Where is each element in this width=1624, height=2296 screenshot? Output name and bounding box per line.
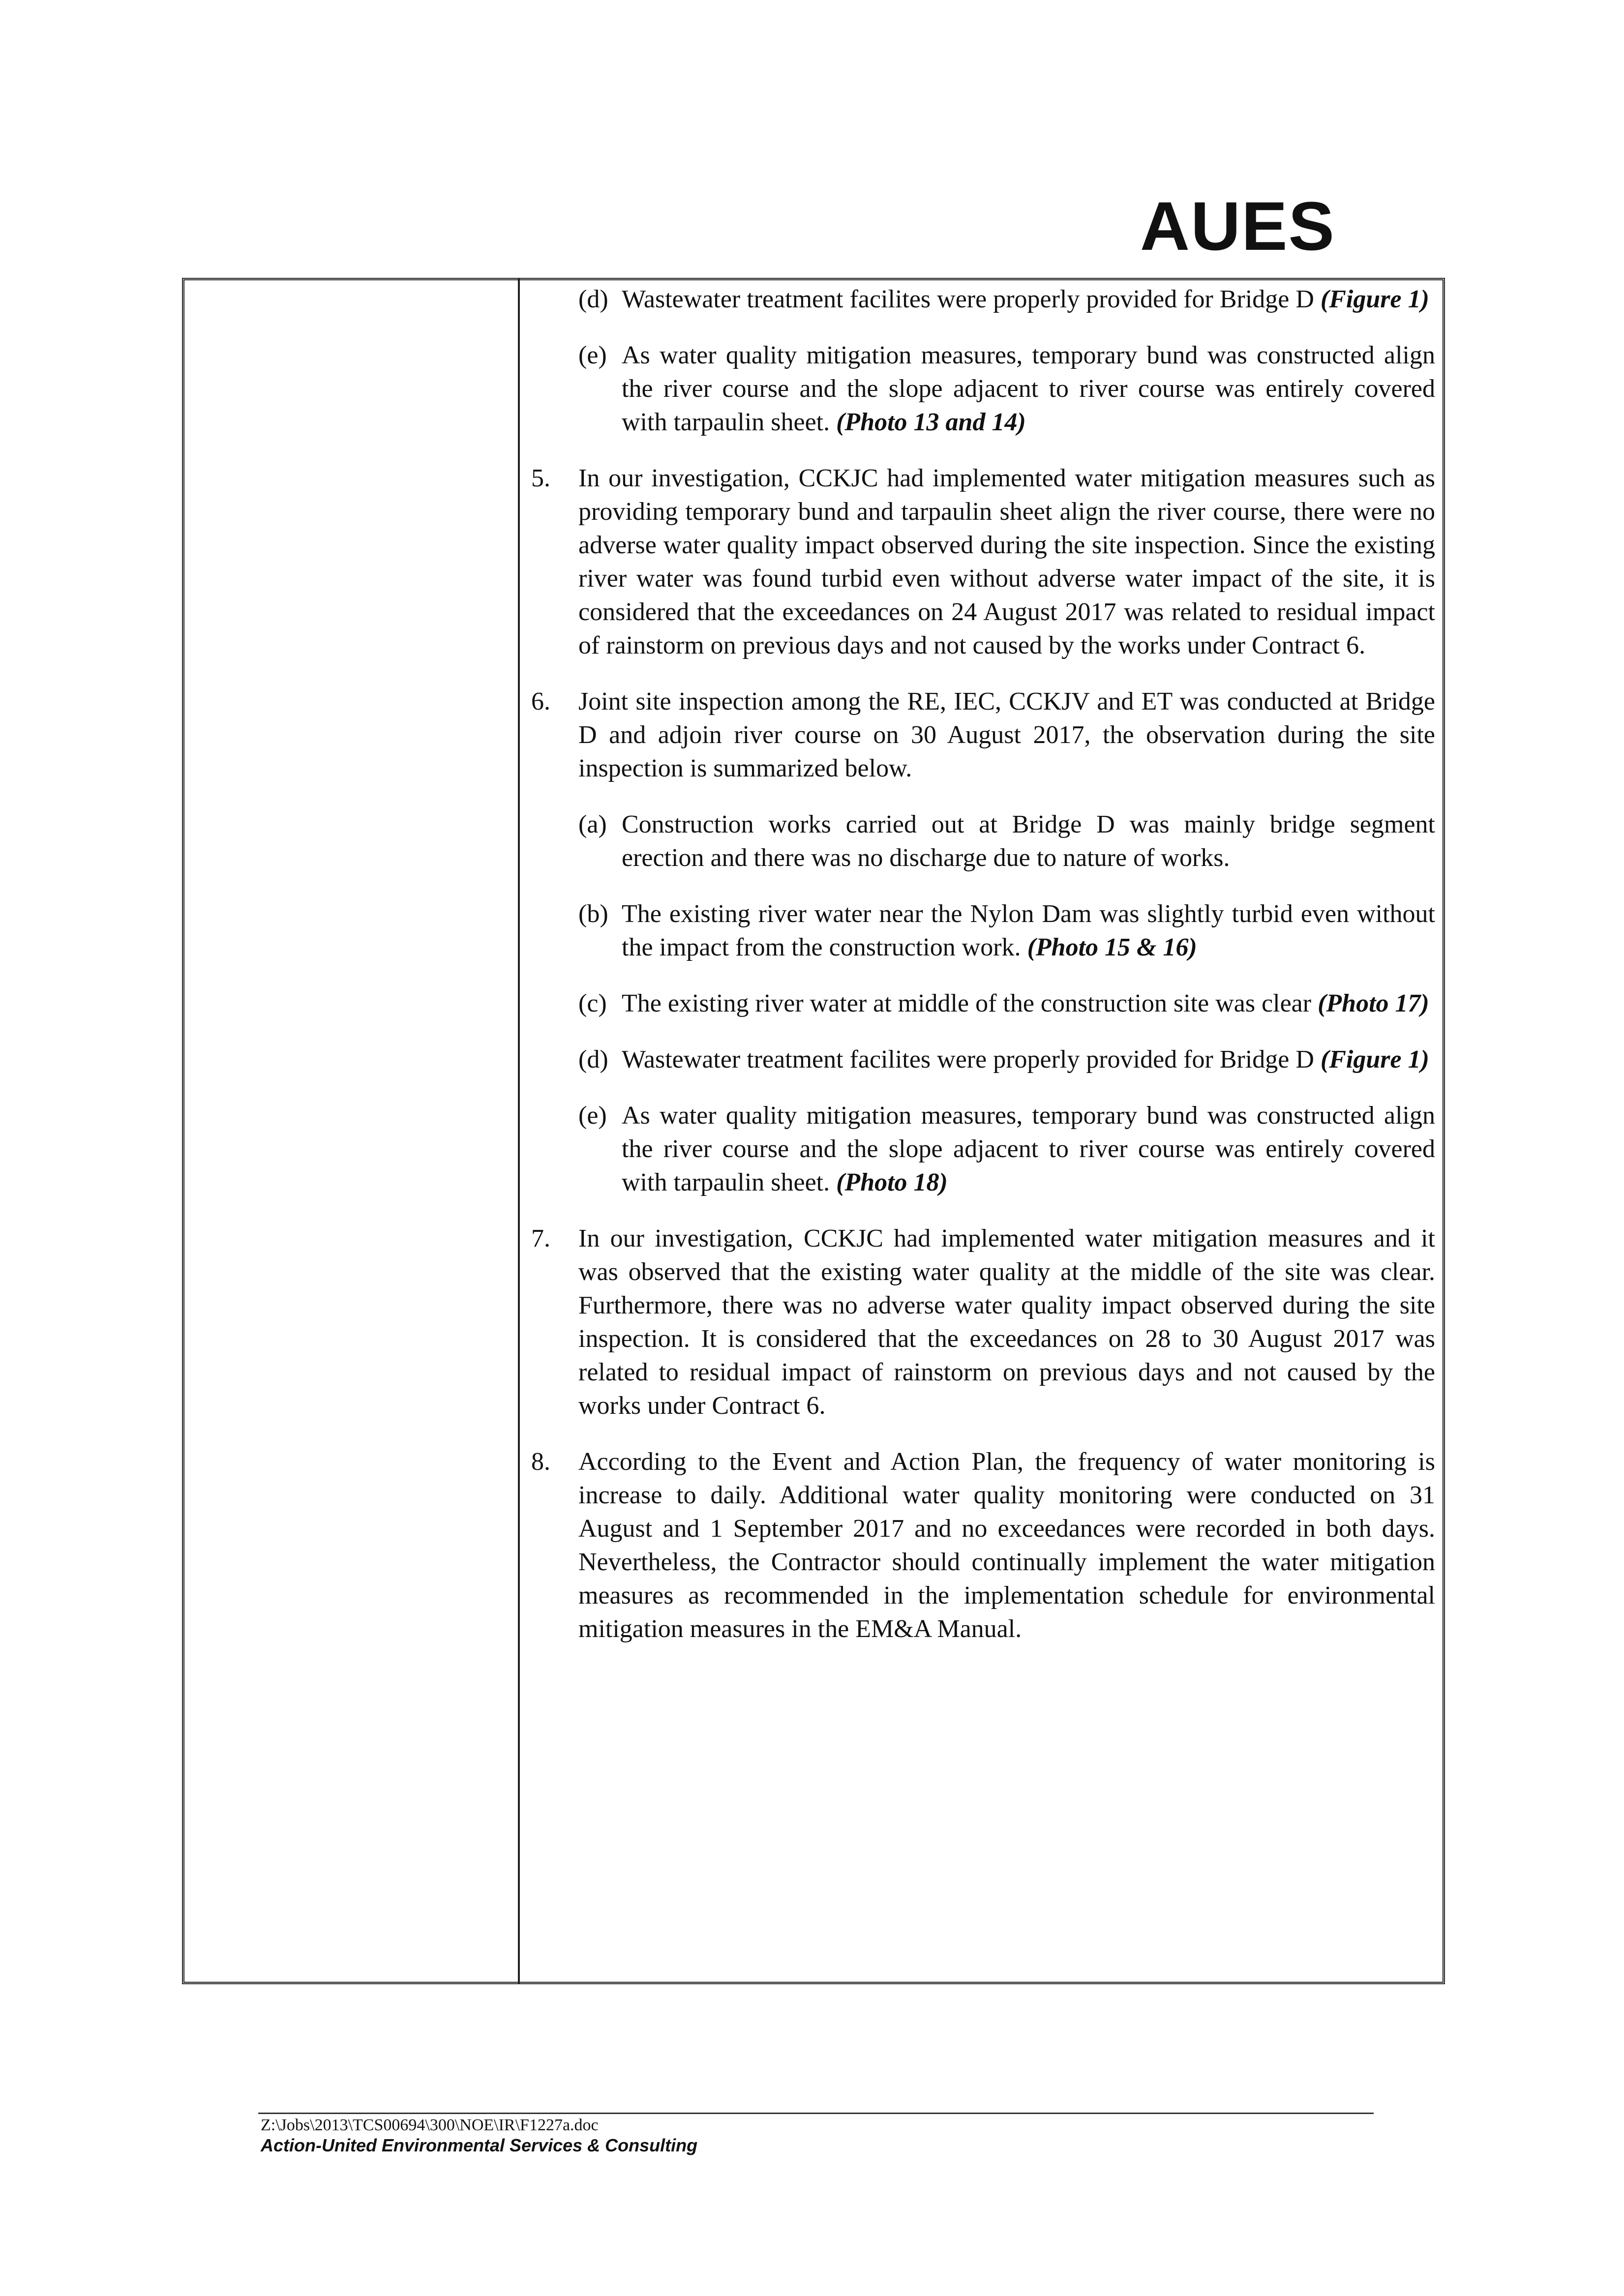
sub-item-label: (e): [578, 1102, 607, 1130]
aues-logo: AUES: [1140, 187, 1335, 265]
sub-item-text: Construction works carried out at Bridge D was mainly bridge segment erection and there was no discharge due to nature of works.: [622, 810, 1435, 872]
item-number: 7.: [531, 1224, 550, 1252]
sub-item-c: [578, 987, 1435, 1020]
sub-item-label: (a): [578, 810, 607, 838]
sub-item-d-1: [578, 283, 1435, 316]
sub-item-a: [578, 808, 1435, 875]
sub-item-text: As water quality mitigation measures, temporary bund was constructed align the river course and the slope adjacent to river course was entirely covered with tarpaulin sheet. (Photo 18): [622, 1102, 1435, 1196]
sub-item-label: (b): [578, 900, 608, 928]
sub-item-label: (d): [578, 285, 608, 313]
photo-reference: (Photo 15 & 16): [1027, 933, 1197, 961]
numbered-item-6: [531, 685, 1435, 785]
footer-file-path: Z:\Jobs\2013\TCS00694\300\NOE\IR\F1227a.doc: [261, 2116, 599, 2134]
item-number: 5.: [531, 464, 550, 492]
numbered-item-7: [531, 1222, 1435, 1423]
sub-item-text: The existing river water at middle of the construction site was clear (Photo 17): [622, 989, 1429, 1017]
item-number: 6.: [531, 687, 550, 716]
footer-divider: [258, 2113, 1374, 2114]
photo-reference: (Photo 18): [836, 1168, 948, 1196]
item-number: 8.: [531, 1448, 550, 1476]
sub-item-b: [578, 897, 1435, 964]
sub-item-label: (c): [578, 989, 607, 1017]
item-text: In our investigation, CCKJC had implemented water mitigation measures and it was observed that the existing water quality at the middle of the site was clear. Furthermore, there was no adverse water quality impact observed during the site inspection. It is considered that the exceedances on 28 to 30 August 2017 was related to residual impact of rainstorm on previous days and not caused by the works under Contract 6.: [578, 1224, 1435, 1420]
photo-reference: (Photo 17): [1318, 989, 1429, 1017]
figure-reference: (Figure 1): [1320, 285, 1429, 313]
sub-item-text: Wastewater treatment facilites were properly provided for Bridge D (Figure 1): [622, 285, 1429, 313]
item-text: According to the Event and Action Plan, the frequency of water monitoring is increase to daily. Additional water quality monitoring were conducted on 31 August and 1 September 2017 and no exceedances were recorded in both days. Nevertheless, the Contractor should continually implement the water mitigation measures as recommended in the implementation schedule for environmental mitigation measures in the EM&A Manual.: [578, 1448, 1435, 1643]
sub-item-text: The existing river water near the Nylon Dam was slightly turbid even without the impact from the construction work. (Photo 15 & 16): [622, 900, 1435, 961]
numbered-item-8: [531, 1445, 1435, 1646]
numbered-item-5: [531, 462, 1435, 662]
report-body: [531, 283, 1435, 1669]
sub-item-e-2: [578, 1099, 1435, 1199]
item-text: In our investigation, CCKJC had implemented water mitigation measures such as providing temporary bund and tarpaulin sheet align the river course, there were no adverse water quality impact observed during the site inspection. Since the existing river water was found turbid even without adverse water impact of the site, it is considered that the exceedances on 24 August 2017 was related to residual impact of rainstorm on previous days and not caused by the works under Contract 6.: [578, 464, 1435, 659]
sub-item-text: Wastewater treatment facilites were properly provided for Bridge D (Figure 1): [622, 1045, 1429, 1073]
photo-reference: (Photo 13 and 14): [836, 408, 1026, 436]
item-text: Joint site inspection among the RE, IEC, CCKJV and ET was conducted at Bridge D and adjoin river course on 30 August 2017, the observation during the site inspection is summarized below.: [578, 687, 1435, 782]
sub-item-label: (e): [578, 341, 607, 369]
column-divider: [518, 278, 520, 1984]
sub-item-e-1: [578, 339, 1435, 439]
sub-item-text: As water quality mitigation measures, temporary bund was constructed align the river course and the slope adjacent to river course was entirely covered with tarpaulin sheet. (Photo 13 and 14): [622, 341, 1435, 436]
figure-reference: (Figure 1): [1320, 1045, 1429, 1073]
footer-company-name: Action-United Environmental Services & Consulting: [261, 2135, 698, 2155]
sub-item-d-2: [578, 1043, 1435, 1076]
sub-item-label: (d): [578, 1045, 608, 1073]
